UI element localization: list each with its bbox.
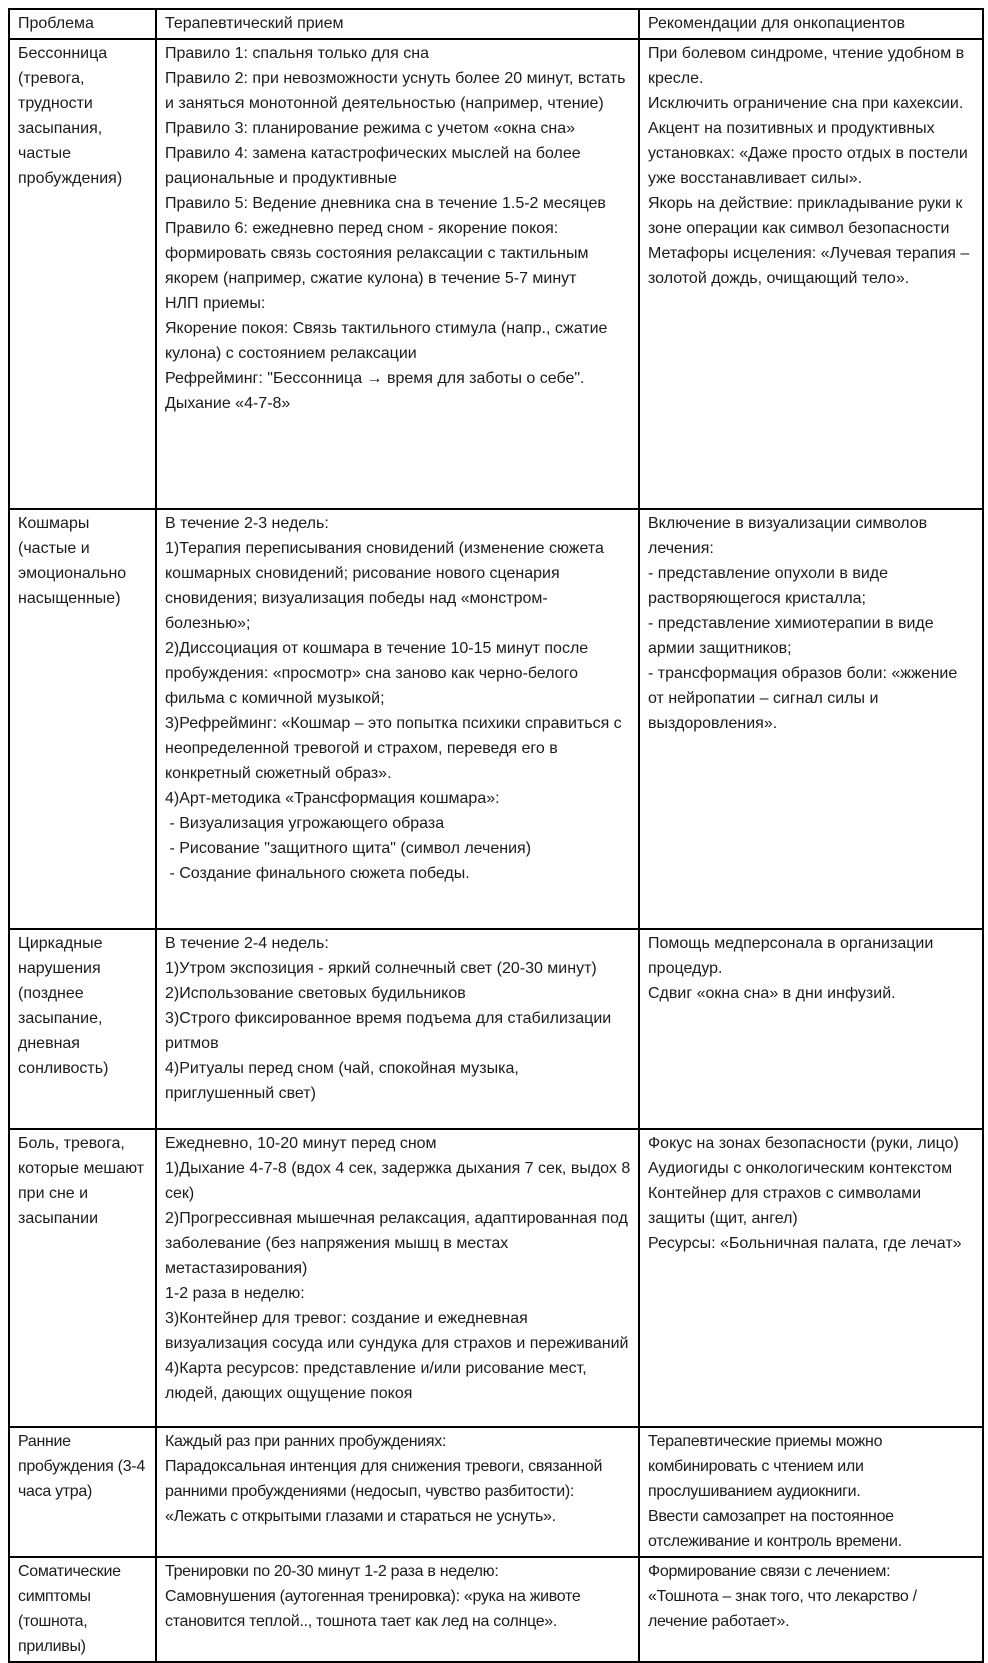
cell-paragraph: 3)Контейнер для тревог: создание и ежедневная визуализация сосуда или сундука для страхов и переживаний [165, 1310, 629, 1352]
cell-paragraph: Включение в визуализации символов лечения: [648, 515, 932, 557]
cell-technique [156, 39, 639, 509]
cell-recommendation [639, 1557, 983, 1662]
cell-paragraph: 2)Диссоциация от кошмара в течение 10-15 минут после пробуждения: «просмотр» сна заново как черно-белого фильма с комичной музыкой; [165, 640, 593, 707]
cell-paragraph: Якорение покоя: Связь тактильного стимула (напр., сжатие кулона) с состоянием релаксации [165, 320, 612, 362]
cell-technique [156, 1427, 639, 1557]
cell-paragraph: - трансформация образов боли: «жжение от нейропатии – сигнал силы и выздоровления». [648, 665, 962, 732]
cell-problem [9, 1427, 156, 1557]
cell-paragraph: Аудиогиды с онкологическим контекстом [648, 1160, 953, 1177]
table-row [9, 509, 983, 929]
cell-paragraph: Сдвиг «окна сна» в дни инфузий. [648, 985, 896, 1002]
cell-technique [156, 929, 639, 1129]
cell-paragraph: Парадоксальная интенция для снижения тревоги, связанной ранними пробуждениями (недосып, чувство разбитости): «Лежать с открытыми глазами и стараться не уснуть». [165, 1458, 607, 1525]
cell-paragraph: При болевом синдроме, чтение удобном в кресле. [648, 45, 969, 87]
cell-paragraph: Соматические симптомы (тошнота, приливы) [18, 1563, 125, 1655]
cell-paragraph: Дыхание «4-7-8» [165, 395, 291, 412]
cell-paragraph: Контейнер для страхов с символами защиты (щит, ангел) [648, 1185, 926, 1227]
cell-paragraph: - Визуализация угрожающего образа [165, 815, 445, 832]
header-row [9, 9, 983, 39]
cell-paragraph: Правило 2: при невозможности уснуть более 20 минут, встать и заняться монотонной деятельностью (например, чтение) [165, 70, 630, 112]
cell-paragraph: В течение 2-4 недель: [165, 935, 329, 952]
table-row [9, 929, 983, 1129]
cell-paragraph: Каждый раз при ранних пробуждениях: [165, 1433, 447, 1450]
col-header-technique: Терапевтический прием [156, 9, 639, 39]
cell-paragraph: Якорь на действие: прикладывание руки к зоне операции как символ безопасности [648, 195, 967, 237]
cell-paragraph: Терапевтические приемы можно комбинировать с чтением или прослушиванием аудиокниги. [648, 1433, 887, 1500]
cell-recommendation [639, 39, 983, 509]
table-row [9, 1129, 983, 1427]
cell-paragraph: Бессонница (тревога, трудности засыпания, частые пробуждения) [18, 45, 123, 187]
cell-recommendation [639, 929, 983, 1129]
cell-paragraph: 1)Утром экспозиция - яркий солнечный свет (20-30 минут) [165, 960, 597, 977]
cell-technique [156, 1557, 639, 1662]
cell-paragraph: Правило 5: Ведение дневника сна в течение 1.5-2 месяцев [165, 195, 606, 212]
cell-paragraph: «Тошнота – знак того, что лекарство / лечение работает». [648, 1588, 921, 1630]
cell-paragraph: 4)Карта ресурсов: представление и/или рисование мест, людей, дающих ощущение покоя [165, 1360, 592, 1402]
cell-paragraph: 3)Строго фиксированное время подъема для стабилизации ритмов [165, 1010, 616, 1052]
cell-paragraph: - Создание финального сюжета победы. [165, 865, 470, 882]
cell-problem [9, 509, 156, 929]
cell-paragraph: Боль, тревога, которые мешают при сне и засыпании [18, 1135, 149, 1227]
cell-paragraph: НЛП приемы: [165, 295, 266, 312]
cell-recommendation [639, 1427, 983, 1557]
col-header-recommendation: Рекомендации для онкопациентов [639, 9, 983, 39]
cell-paragraph: - Рисование "защитного щита" (символ лечения) [165, 840, 532, 857]
cell-paragraph: Правило 6: ежедневно перед сном - якорение покоя: формировать связь состояния релаксации с тактильным якорем (например, сжатие кулона) в течение 5-7 минут [165, 220, 593, 287]
cell-paragraph: - представление опухоли в виде растворяющегося кристалла; [648, 565, 893, 607]
cell-paragraph: - представление химиотерапии в виде армии защитников; [648, 615, 939, 657]
cell-paragraph: 1)Терапия переписывания сновидений (изменение сюжета кошмарных сновидений; рисование нового сценария сновидения; визуализация победы над «монстром-болезнью»; [165, 540, 609, 632]
cell-recommendation [639, 509, 983, 929]
cell-technique [156, 1129, 639, 1427]
cell-paragraph: Правило 1: спальня только для сна [165, 45, 429, 62]
cell-problem [9, 1129, 156, 1427]
cell-technique [156, 509, 639, 929]
cell-paragraph: Метафоры исцеления: «Лучевая терапия – золотой дождь, очищающий тело». [648, 245, 974, 287]
cell-paragraph: 4)Арт-методика «Трансформация кошмара»: [165, 790, 500, 807]
table-row [9, 39, 983, 509]
cell-paragraph: Рефрейминг: "Бессонница → время для заботы о себе". [165, 370, 585, 387]
cell-paragraph: В течение 2-3 недель: [165, 515, 329, 532]
cell-paragraph: Правило 3: планирование режима с учетом «окна сна» [165, 120, 576, 137]
cell-paragraph: Фокус на зонах безопасности (руки, лицо) [648, 1135, 959, 1152]
cell-paragraph: Тренировки по 20-30 минут 1-2 раза в неделю: [165, 1563, 499, 1580]
cell-paragraph: Ввести самозапрет на постоянное отслеживание и контроль времени. [648, 1508, 902, 1550]
table-row [9, 1427, 983, 1557]
cell-paragraph: Исключить ограничение сна при кахексии. [648, 95, 964, 112]
cell-paragraph: Формирование связи с лечением: [648, 1563, 891, 1580]
cell-paragraph: Кошмары (частые и эмоционально насыщенные) [18, 515, 131, 607]
cell-paragraph: 4)Ритуалы перед сном (чай, спокойная музыка, приглушенный свет) [165, 1060, 524, 1102]
col-header-problem: Проблема [9, 9, 156, 39]
table-body [9, 39, 983, 1662]
cell-paragraph: Циркадные нарушения (позднее засыпание, дневная сонливость) [18, 935, 109, 1077]
table-row [9, 1557, 983, 1662]
cell-paragraph: 2)Использование световых будильников [165, 985, 466, 1002]
cell-paragraph: Помощь медперсонала в организации процедур. [648, 935, 938, 977]
cell-recommendation [639, 1129, 983, 1427]
cell-paragraph: Акцент на позитивных и продуктивных установках: «Даже просто отдых в постели уже восстанавливает силы». [648, 120, 973, 187]
cell-paragraph: Самовнушения (аутогенная тренировка): «рука на животе становится теплой.., тошнота тает как лед на солнце». [165, 1588, 585, 1630]
cell-paragraph: 1)Дыхание 4-7-8 (вдох 4 сек, задержка дыхания 7 сек, выдох 8 сек) [165, 1160, 635, 1202]
cell-paragraph: Ежедневно, 10-20 минут перед сном [165, 1135, 437, 1152]
cell-paragraph: Ранние пробуждения (3-4 часа утра) [18, 1433, 150, 1500]
cell-problem [9, 39, 156, 509]
cell-paragraph: Правило 4: замена катастрофических мыслей на более рациональные и продуктивные [165, 145, 586, 187]
cell-paragraph: 1-2 раза в неделю: [165, 1285, 305, 1302]
cell-paragraph: Ресурсы: «Больничная палата, где лечат» [648, 1235, 962, 1252]
cell-paragraph: 3)Рефрейминг: «Кошмар – это попытка психики справиться с неопределенной тревогой и страхом, переведя его в конкретный сюжетный образ». [165, 715, 627, 782]
cell-paragraph: 2)Прогрессивная мышечная релаксация, адаптированная под заболевание (без напряжения мышц в местах метастазирования) [165, 1210, 633, 1277]
cell-problem [9, 1557, 156, 1662]
cell-problem [9, 929, 156, 1129]
therapy-table [8, 8, 984, 1663]
